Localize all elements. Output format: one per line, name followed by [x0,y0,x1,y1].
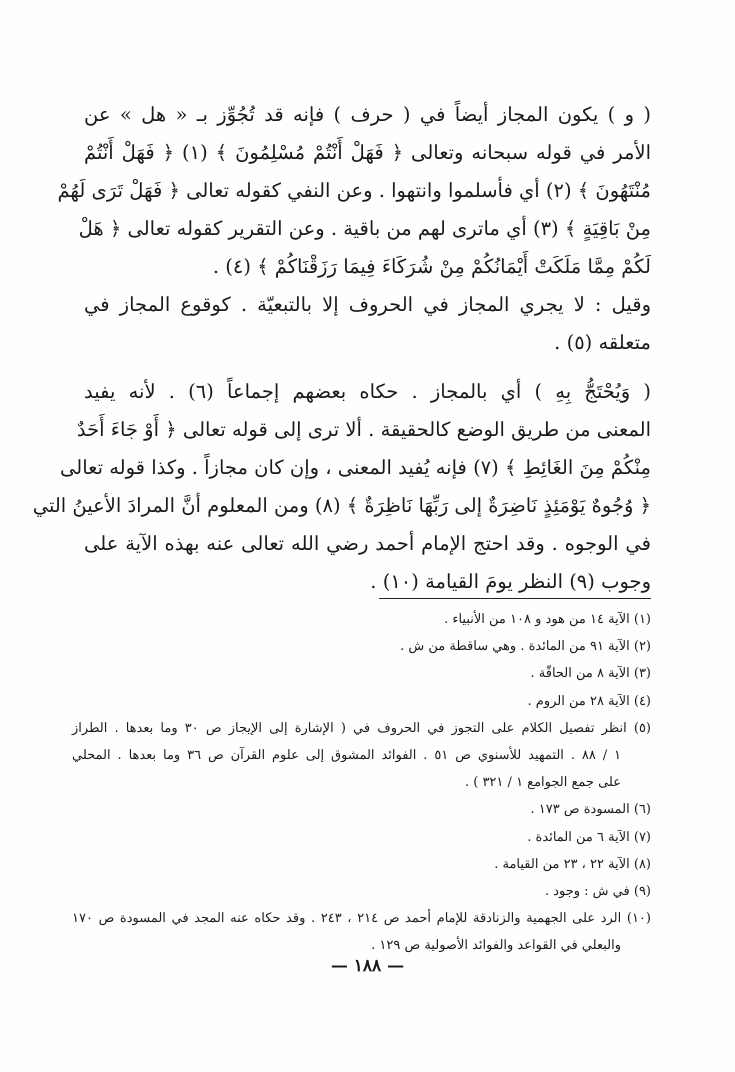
footnote-line: (٣) الآية ٨ من الحاقّة . [530,666,651,682]
main-text [32,96,651,601]
main-line: وقيل : لا يجري المجاز في الحروف إلا بالتبعيّة . كوقوع المجاز في [84,293,651,316]
page-number: — ١٨٨ — [330,956,405,976]
main-line: لَكُمْ مِمَّا مَلَكَتْ أَيْمَانُكُمْ مِنْ شُرَكَاءَ فِيمَا رَزَقْنَاكُمْ ﴾ (٤) . [212,255,651,278]
main-line: ( وَيُحْتَجُّ بِهِ ) أي بالمجاز . حكاه بعضهم إجماعاً (٦) . لأنه يفيد [84,380,651,403]
main-line: في الوجوه . وقد احتج الإمام أحمد رضي الله تعالى عنه بهذه الآية على [84,532,651,555]
footnote-line: على جمع الجوامع ١ / ٣٢١ ) . [464,775,621,791]
footnote-line: ١ / ٨٨ . التمهيد للأسنوي ص ٥١ . الفوائد المشوق إلى علوم القرآن ص ٣٦ وما بعدها . المحلي [72,747,622,763]
footnote-line: (٤) الآية ٢٨ من الروم . [527,693,651,709]
footnote-divider [379,598,651,599]
main-line: مِنْ بَاقِيَةٍ ﴾ (٣) أي ماترى لهم من باقية . وعن التقرير كقوله تعالى ﴿ هَلْ [78,217,651,240]
footnote-line: (١) الآية ١٤ من هود و ١٠٨ من الأنبياء . [444,612,651,627]
footnote-line: (٦) المسودة ص ١٧٣ . [530,802,651,818]
paragraph-gap [84,362,651,373]
main-line: ﴿ وُجُوهٌ يَوْمَئِذٍ نَاضِرَةٌ إلى رَبِّهَا نَاظِرَةٌ ﴾ (٨) ومن المعلوم أنَّ المرادَ الأعينُ التي [32,494,651,517]
footnote-line: (٧) الآية ٦ من المائدة . [527,829,651,845]
footnote-line: (٢) الآية ٩١ من المائدة . وهي ساقطة من ش . [400,639,651,655]
main-line: مُنْتَهُونَ ﴾ (٢) أي فأسلموا وانتهوا . وعن النفي كقوله تعالى ﴿ فَهَلْ تَرَى لَهُمْ [57,179,651,202]
footnote-line: والبعلي في القواعد والفوائد الأصولية ص ١٢٩ . [371,938,621,954]
footnote-line: (٩) في ش : وجود . [544,883,651,899]
main-line: المعنى من طريق الوضع كالحقيقة . ألا ترى إلى قوله تعالى ﴿ أَوْ جَاءَ أَحَدٌ [76,418,651,441]
main-line: وجوب (٩) النظر يومَ القيامة (١٠) . [370,570,651,593]
main-line: ( و ) يكون المجاز أيضاً في ( حرف ) فإنه قد تُجُوِّز بـ « هل » عن [84,103,651,126]
footnote-line: (٨) الآية ٢٢ ، ٢٣ من القيامة . [494,856,651,872]
footnote-line: (٥) انظر تفصيل الكلام على التجوز في الحروف في ( الإشارة إلى الإيجاز ص ٣٠ وما بعدها . الطراز [72,720,651,736]
footnote-line: (١٠) الرد على الجهمية والزنادقة للإمام أحمد ص ٢١٤ ، ٢٤٣ . وقد حكاه عنه المجد في المسودة ص ١٧٠ [72,911,651,927]
footnotes [72,606,651,959]
main-line: مِنْكُمْ مِنَ الغَائِطِ ﴾ (٧) فإنه يُفيد المعنى ، وإن كان مجازاً . وكذا قوله تعالى [60,456,651,479]
main-line: متعلقه (٥) . [554,331,651,354]
main-line: الأمر في قوله سبحانه وتعالى ﴿ فَهَلْ أَنْتُمْ مُسْلِمُونَ ﴾ (١) ﴿ فَهَلْ أَنْتُمْ [84,141,651,164]
